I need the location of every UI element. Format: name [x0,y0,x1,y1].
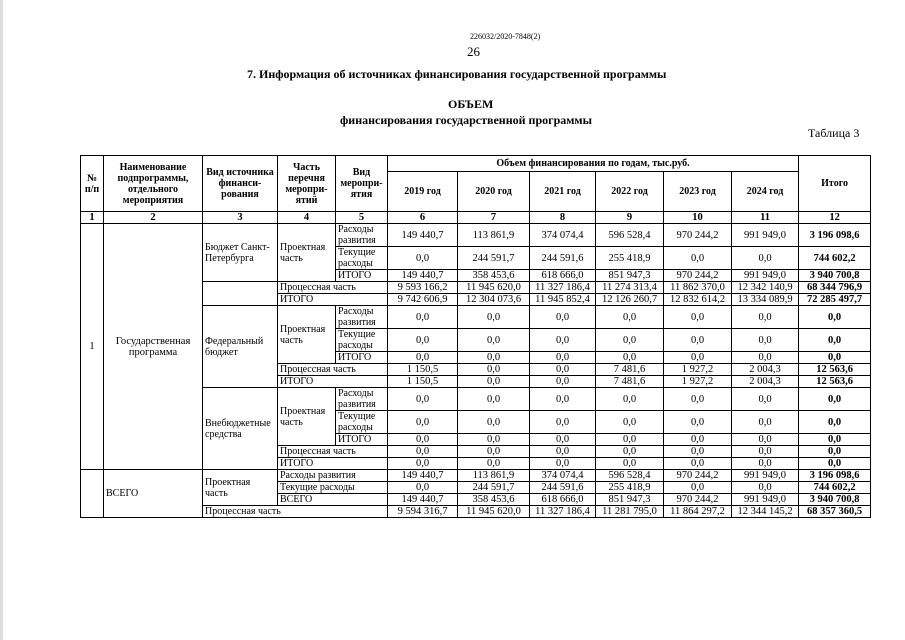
cell-value: 0,0 [458,458,530,470]
cell-value: 244 591,6 [530,247,596,270]
cell-value: 0,0 [732,329,799,352]
cell-total: 0,0 [799,434,871,446]
cell-value: 596 528,4 [596,224,664,247]
col-number: 7 [458,212,530,224]
process-part-label: Процессная часть [278,364,388,376]
col-number: 12 [799,212,871,224]
header-part: Часть перечня меропри-ятий [278,156,336,212]
vsego-small-label: ВСЕГО [278,494,388,506]
project-part-label: Проектная часть [278,306,336,364]
cell-value: 0,0 [596,411,664,434]
dev-costs-label: Расходы развития [336,224,388,247]
cell-total: 0,0 [799,411,871,434]
cell-value: 0,0 [458,411,530,434]
cell-total: 0,0 [799,306,871,329]
cell-value: 0,0 [732,482,799,494]
header-year: 2024 год [732,172,799,212]
cell-value: 113 861,9 [458,470,530,482]
program-name: Государственная программа [104,224,203,470]
cell-value: 244 591,7 [458,482,530,494]
page-edge [0,0,3,640]
cur-costs-label: Текущие расходы [336,247,388,270]
cell-total: 0,0 [799,352,871,364]
cell-value: 358 453,6 [458,270,530,282]
cell-total: 0,0 [799,388,871,411]
cell-value: 255 418,9 [596,482,664,494]
document-title: ОБЪЕМ [448,97,494,111]
cell-value: 149 440,7 [388,470,458,482]
col-number: 5 [336,212,388,224]
cell-value: 0,0 [388,388,458,411]
cell-value: 0,0 [732,434,799,446]
dev-costs-label: Расходы развития [278,470,388,482]
process-part-label: Процессная часть [278,282,388,294]
cell-value: 0,0 [596,329,664,352]
cell-value: 9 593 166,2 [388,282,458,294]
cell-value: 11 274 313,4 [596,282,664,294]
section-title: 7. Информация об источниках финансирования государственной программы [247,67,667,81]
document-subtitle: финансирования государственной программы [340,113,592,127]
cell-value: 0,0 [458,306,530,329]
cell-value: 0,0 [596,352,664,364]
cell-value: 991 949,0 [732,224,799,247]
cell-value: 991 949,0 [732,494,799,506]
project-part-label: Проектная часть [203,470,278,506]
header-year: 2020 год [458,172,530,212]
cell-total: 68 344 796,9 [799,282,871,294]
financing-table [80,155,871,518]
source-spb: Бюджет Санкт-Петербурга [203,224,278,282]
itogo-label: ИТОГО [278,376,388,388]
cell-value: 0,0 [388,329,458,352]
cur-costs-label: Текущие расходы [278,482,388,494]
cell-value: 0,0 [388,247,458,270]
cell-value: 149 440,7 [388,224,458,247]
cell-value: 0,0 [732,388,799,411]
cell-value: 244 591,7 [458,247,530,270]
cell-value: 0,0 [458,352,530,364]
cell-value: 0,0 [530,458,596,470]
cell-value: 0,0 [458,364,530,376]
cur-costs-label: Текущие расходы [336,411,388,434]
cell-value: 851 947,3 [596,494,664,506]
header-name: Наименование подпрограммы, отдельного мероприятия [104,156,203,212]
cell-value: 0,0 [530,411,596,434]
cell-value: 12 344 145,2 [732,506,799,518]
cell-value: 970 244,2 [664,270,732,282]
cell-total: 12 563,6 [799,364,871,376]
cell-value: 0,0 [664,458,732,470]
table-label: Таблица 3 [808,126,860,140]
cell-value: 149 440,7 [388,494,458,506]
cell-value: 1 927,2 [664,376,732,388]
col-number: 11 [732,212,799,224]
project-part-label: Проектная часть [278,388,336,446]
table-row [81,470,871,482]
source-federal: Федеральный бюджет [203,306,278,388]
header-source: Вид источника финанси-рования [203,156,278,212]
cell-value: 851 947,3 [596,270,664,282]
cell-value: 12 342 140,9 [732,282,799,294]
cell-value: 0,0 [596,434,664,446]
cell-value: 1 927,2 [664,364,732,376]
header-kind: Вид меропри-ятия [336,156,388,212]
cell-value: 255 418,9 [596,247,664,270]
cell-value: 0,0 [732,411,799,434]
itogo-label: ИТОГО [278,294,388,306]
cell-value: 0,0 [388,446,458,458]
cell-value: 11 945 620,0 [458,282,530,294]
cell-value: 0,0 [664,247,732,270]
col-number: 9 [596,212,664,224]
cell-total: 744 602,2 [799,247,871,270]
cell-value: 1 150,5 [388,376,458,388]
cell-value: 2 004,3 [732,376,799,388]
cell-value: 0,0 [664,388,732,411]
cell-value: 0,0 [596,388,664,411]
cell-value: 0,0 [388,434,458,446]
cell-value: 991 949,0 [732,470,799,482]
itogo-label: ИТОГО [336,270,388,282]
cell-value: 0,0 [530,388,596,411]
vsego-label: ВСЕГО [104,470,203,518]
cell-value: 0,0 [596,306,664,329]
cell-total: 3 196 098,6 [799,470,871,482]
header-volume: Объем финансирования по годам, тыс.руб. [388,156,799,172]
cell-value: 0,0 [530,376,596,388]
cell-value: 0,0 [530,446,596,458]
cell-value: 618 666,0 [530,270,596,282]
cell-value: 0,0 [530,329,596,352]
table-row [81,224,871,247]
header-year: 2023 год [664,172,732,212]
cell-value: 113 861,9 [458,224,530,247]
cell-value: 0,0 [596,446,664,458]
cell-value: 0,0 [458,434,530,446]
cell-value: 0,0 [664,329,732,352]
cell-value: 374 074,4 [530,224,596,247]
cell-value: 0,0 [664,434,732,446]
itogo-label: ИТОГО [336,434,388,446]
row-number: 1 [81,224,104,470]
cell-value: 0,0 [596,458,664,470]
cell-value: 13 334 089,9 [732,294,799,306]
header-total: Итого [799,156,871,212]
cell-value: 12 304 073,6 [458,294,530,306]
cell-total: 3 940 700,8 [799,270,871,282]
header-year: 2022 год [596,172,664,212]
cell-value: 7 481,6 [596,364,664,376]
header-num: № п/п [81,156,104,212]
source-offbudget: Внебюджетные средства [203,388,278,470]
process-part-label: Процессная часть [203,506,388,518]
cell-value: 2 004,3 [732,364,799,376]
cell-value: 991 949,0 [732,270,799,282]
cell-value: 0,0 [388,458,458,470]
header-year: 2019 год [388,172,458,212]
cell-value: 1 150,5 [388,364,458,376]
cell-value: 0,0 [732,352,799,364]
cell-value: 11 945 620,0 [458,506,530,518]
page-number: 26 [467,44,480,59]
cell-value: 0,0 [732,446,799,458]
cell-total: 744 602,2 [799,482,871,494]
header-year: 2021 год [530,172,596,212]
cell-value: 0,0 [664,482,732,494]
cell-value: 374 074,4 [530,470,596,482]
cell-total: 0,0 [799,446,871,458]
cell-value: 970 244,2 [664,494,732,506]
col-number: 4 [278,212,336,224]
cell-value: 358 453,6 [458,494,530,506]
cell-value: 0,0 [732,458,799,470]
cell-value: 11 864 297,2 [664,506,732,518]
cell-total: 72 285 497,7 [799,294,871,306]
col-number: 6 [388,212,458,224]
cell-value: 970 244,2 [664,470,732,482]
cell-value: 244 591,6 [530,482,596,494]
cell-total: 0,0 [799,329,871,352]
document-number: 226032/2020-7848(2) [470,32,541,41]
cell-value: 11 327 186,4 [530,282,596,294]
cell-value: 0,0 [664,446,732,458]
cell-value: 0,0 [388,411,458,434]
cell-value: 12 832 614,2 [664,294,732,306]
cell-total: 12 563,6 [799,376,871,388]
cell-value: 0,0 [530,306,596,329]
cell-total: 68 357 360,5 [799,506,871,518]
cell-value: 0,0 [458,388,530,411]
cell-value: 0,0 [530,434,596,446]
source-spb-continued [203,282,278,306]
itogo-label: ИТОГО [278,458,388,470]
cell-value: 0,0 [530,364,596,376]
cell-value: 11 281 795,0 [596,506,664,518]
cur-costs-label: Текущие расходы [336,329,388,352]
cell-value: 11 327 186,4 [530,506,596,518]
col-number: 8 [530,212,596,224]
cell-total: 3 196 098,6 [799,224,871,247]
col-number: 10 [664,212,732,224]
process-part-label: Процессная часть [278,446,388,458]
cell-value: 0,0 [732,247,799,270]
itogo-label: ИТОГО [336,352,388,364]
row-number-continued [81,470,104,518]
cell-value: 11 862 370,0 [664,282,732,294]
cell-value: 149 440,7 [388,270,458,282]
cell-value: 0,0 [388,482,458,494]
col-number: 2 [104,212,203,224]
cell-value: 0,0 [388,352,458,364]
cell-value: 0,0 [664,352,732,364]
cell-value: 0,0 [458,376,530,388]
cell-value: 12 126 260,7 [596,294,664,306]
project-part-label: Проектная часть [278,224,336,282]
cell-value: 0,0 [732,306,799,329]
cell-value: 9 594 316,7 [388,506,458,518]
cell-value: 0,0 [458,329,530,352]
dev-costs-label: Расходы развития [336,388,388,411]
cell-value: 970 244,2 [664,224,732,247]
cell-value: 9 742 606,9 [388,294,458,306]
cell-total: 3 940 700,8 [799,494,871,506]
cell-value: 11 945 852,4 [530,294,596,306]
dev-costs-label: Расходы развития [336,306,388,329]
cell-value: 0,0 [664,306,732,329]
cell-value: 7 481,6 [596,376,664,388]
cell-value: 0,0 [388,306,458,329]
cell-total: 0,0 [799,458,871,470]
cell-value: 0,0 [458,446,530,458]
cell-value: 0,0 [664,411,732,434]
cell-value: 0,0 [530,352,596,364]
cell-value: 596 528,4 [596,470,664,482]
col-number: 1 [81,212,104,224]
cell-value: 618 666,0 [530,494,596,506]
col-number: 3 [203,212,278,224]
